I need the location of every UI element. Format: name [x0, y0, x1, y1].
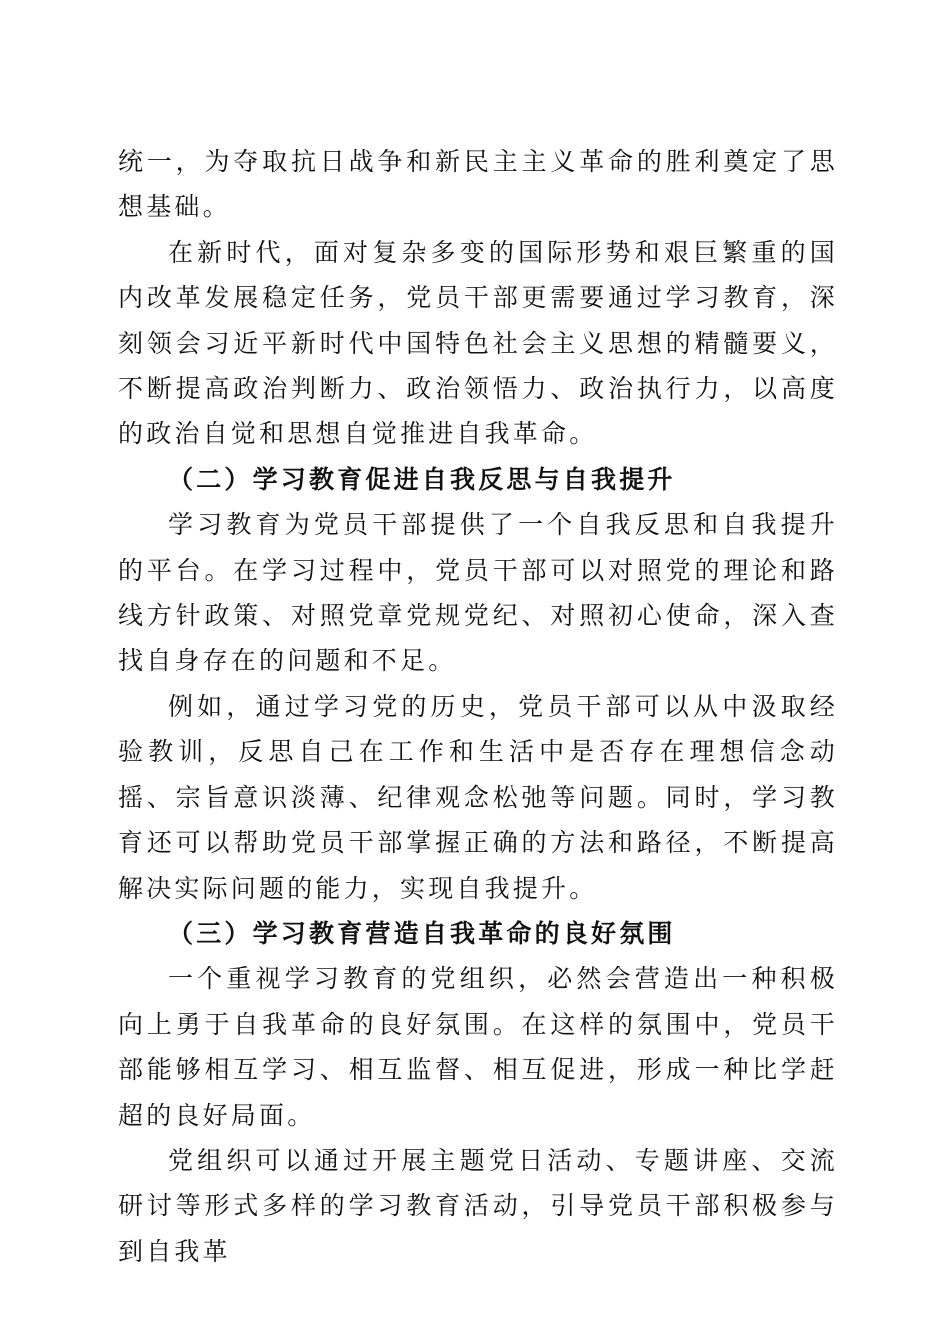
paragraph-continuation: 统一，为夺取抗日战争和新民主主义革命的胜利奠定了思想基础。	[118, 147, 838, 222]
document-body	[118, 139, 838, 1274]
paragraph-example-history: 例如，通过学习党的历史，党员干部可以从中汲取经验教训，反思自己在工作和生活中是否存在理想信念动摇、宗旨意识淡薄、纪律观念松弛等问题。同时，学习教育还可以帮助党员干部掌握正确的方法和路径，不断提高解决实际问题的能力，实现自我提升。	[118, 691, 838, 903]
paragraph-party-organization: 党组织可以通过开展主题党日活动、专题讲座、交流研讨等形式多样的学习教育活动，引导党员干部积极参与到自我革	[118, 1145, 838, 1266]
paragraph-atmosphere: 一个重视学习教育的党组织，必然会营造出一种积极向上勇于自我革命的良好氛围。在这样的氛围中，党员干部能够相互学习、相互监督、相互促进，形成一种比学赶超的良好局面。	[118, 964, 838, 1130]
paragraph-new-era: 在新时代，面对复杂多变的国际形势和艰巨繁重的国内改革发展稳定任务，党员干部更需要通过学习教育，深刻领会习近平新时代中国特色社会主义思想的精髓要义，不断提高政治判断力、政治领悟力、政治执行力，以高度的政治自觉和思想自觉推进自我革命。	[118, 237, 838, 449]
section-heading-3: （三）学习教育营造自我革命的良好氛围	[168, 918, 676, 948]
paragraph-self-reflection-platform: 学习教育为党员干部提供了一个自我反思和自我提升的平台。在学习过程中，党员干部可以对照党的理论和路线方针政策、对照党章党规党纪、对照初心使命，深入查找自身存在的问题和不足。	[118, 510, 838, 676]
section-heading-2: （二）学习教育促进自我反思与自我提升	[168, 464, 676, 494]
